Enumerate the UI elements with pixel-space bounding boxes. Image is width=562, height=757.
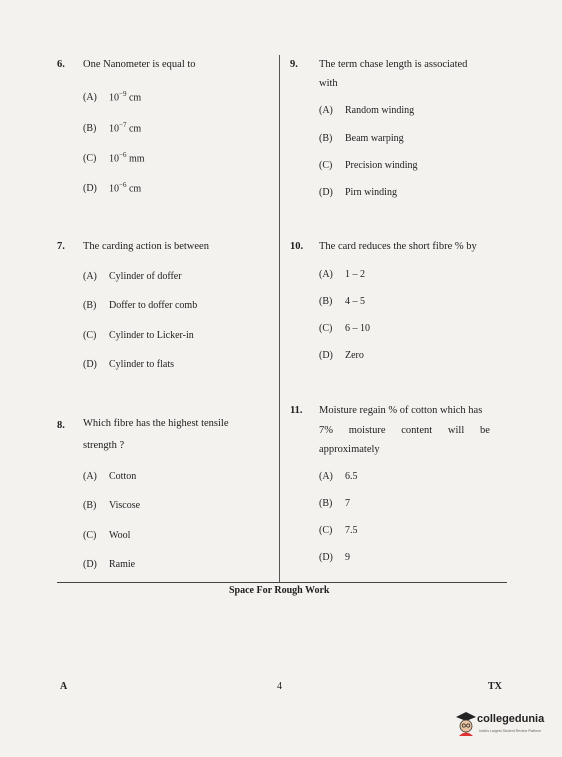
option-d: (D) Pirn winding xyxy=(319,187,397,198)
option-a: (A) 6.5 xyxy=(319,471,358,482)
question-text: One Nanometer is equal to xyxy=(83,59,196,70)
graduate-avatar-icon xyxy=(455,711,477,737)
option-b: (B) Viscose xyxy=(83,500,141,511)
option-b: (B) Beam warping xyxy=(319,133,404,144)
option-a: (A) Cotton xyxy=(83,471,137,482)
question-text: The card reduces the short fibre % by xyxy=(319,241,477,252)
question-number: 6. xyxy=(57,59,65,70)
column-divider xyxy=(279,55,280,583)
question-number: 8. xyxy=(57,420,65,431)
option-a: (A) Random winding xyxy=(319,105,415,116)
subject-code: TX xyxy=(488,681,502,692)
option-d: (D) Cylinder to flats xyxy=(83,359,174,370)
option-d: (D) 9 xyxy=(319,552,350,563)
option-c: (C) Cylinder to Licker-in xyxy=(83,330,194,341)
question-number: 10. xyxy=(290,241,304,252)
question-number: 11. xyxy=(290,405,303,416)
page-number: 4 xyxy=(277,681,282,692)
footer-rule xyxy=(57,582,507,583)
option-d: (D) Ramie xyxy=(83,559,136,570)
option-a: (A) 1 – 2 xyxy=(319,269,365,280)
question-number: 7. xyxy=(57,241,65,252)
booklet-series: A xyxy=(60,681,68,692)
option-b: (B) 7 xyxy=(319,498,350,509)
logo-wordmark: collegedunia xyxy=(477,713,545,725)
question-text-line-1: Moisture regain % of cotton which has xyxy=(319,405,483,416)
question-text-line-3: approximately xyxy=(319,444,380,455)
option-b: (B) $10^{-7}$ cm xyxy=(83,121,142,135)
option-c: (C) $10^{-6}$ mm xyxy=(83,151,145,165)
option-a: (A) Cylinder of doffer xyxy=(83,271,182,282)
question-text: The carding action is between xyxy=(83,241,209,252)
question-text-line-2: 7% moisture content will be xyxy=(319,425,490,436)
rough-work-label: Space For Rough Work xyxy=(229,585,330,596)
option-b: (B) 4 – 5 xyxy=(319,296,365,307)
option-d: (D) Zero xyxy=(319,350,364,361)
question-text-line-1: Which fibre has the highest tensile xyxy=(83,418,229,429)
option-d: (D) $10^{-6}$ cm xyxy=(83,181,142,195)
option-a: (A) $10^{-9}$ cm xyxy=(83,90,142,104)
option-c: (C) 7.5 xyxy=(319,525,358,536)
option-b: (B) Doffer to doffer comb xyxy=(83,300,198,311)
option-c: (C) Wool xyxy=(83,530,131,541)
option-c: (C) Precision winding xyxy=(319,160,418,171)
question-text-line-1: The term chase length is associated xyxy=(319,59,468,70)
logo-tagline: India's Largest Student Review Platform xyxy=(479,729,542,733)
question-text-line-2: strength ? xyxy=(83,440,125,451)
option-c: (C) 6 – 10 xyxy=(319,323,370,334)
question-number: 9. xyxy=(290,59,298,70)
question-text-line-2: with xyxy=(319,78,338,89)
